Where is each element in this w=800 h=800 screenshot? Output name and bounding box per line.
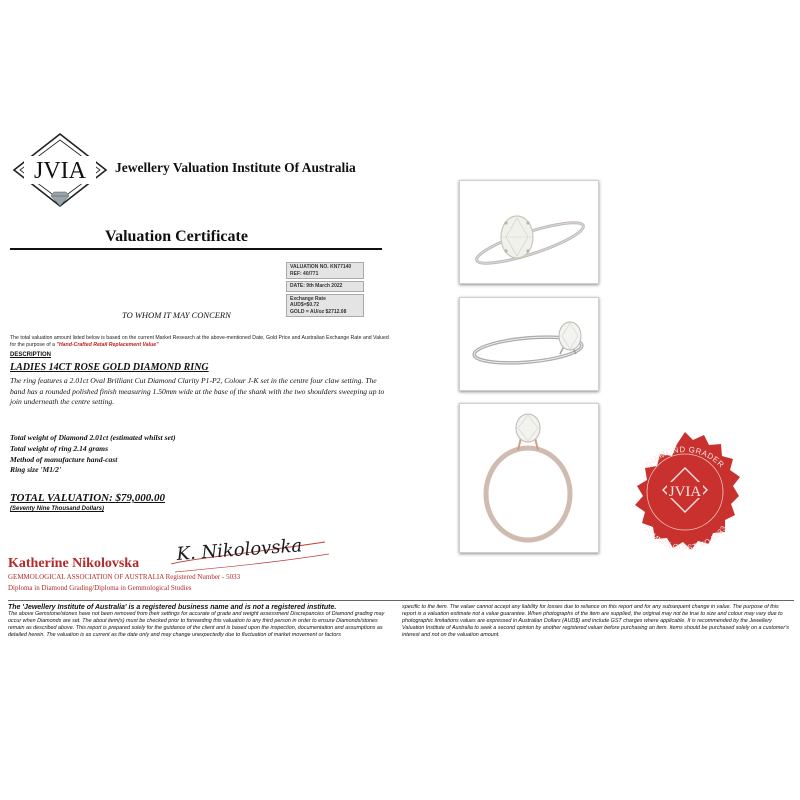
aud-rate: AUD$=$0.72 xyxy=(290,302,320,308)
total-valuation-words: (Seventy Nine Thousand Dollars) xyxy=(10,506,105,512)
logo-text: JVIA xyxy=(34,158,86,184)
signature-text: K. Nikolovska xyxy=(175,535,303,565)
description-body: The ring features a 2.01ct Oval Brilliant Cut Diamond Clarity P1-P2, Colour J-K set in the centre four claw setting. The band has a rounded polished finish measuring 1.50mm wide at the base of the shank with the two shoulders sweeping up to join underneath the centre setting. xyxy=(10,376,385,406)
title-divider xyxy=(10,248,382,250)
seal-top-text: DIAMOND GRADER xyxy=(643,444,727,470)
ring-photo-side xyxy=(459,297,599,391)
ring-title: LADIES 14CT ROSE GOLD DIAMOND RING xyxy=(10,362,209,373)
exchange-rate-label: Exchange Rate xyxy=(290,295,326,302)
footer-divider xyxy=(8,600,794,601)
institute-name: Jewellery Valuation Institute Of Australia xyxy=(115,160,356,175)
valuation-number: VALUATION NO. KN77140 xyxy=(290,264,352,270)
description-heading: DESCRIPTION xyxy=(10,352,52,358)
ring-side-view xyxy=(460,298,598,390)
jvia-logo xyxy=(10,132,110,212)
gold-rate: GOLD = AU/oz $2712.08 xyxy=(290,308,347,315)
footer-left-text: The above Gemstone/stones have not been removed from their settings for accurate of grade and weight assessment Discrepancies of Diamond grading may occur when Diamonds are set. The about item(s) must be checked prior to forwarding this valuation to any third person in order to ensure Diamonds/stones remain as described above. This report is prepared solely for the guidance of the client and is based upon the inspection, documentation and assumptions as detailed herein. The valuation is as current as the date only and may change unexpectedly due to fluctuation of market movement or factors xyxy=(8,611,385,638)
footer-disclaimer-right: specific to the item. The valuer cannot accept any liability for losses due to reliance on this report and for any subsequent change in value. The purpose of this report is a valuation estimate not a value guarantee. When photographs of the item are supplied, the original may not be true to size and colour may vary due to photographic limitations values are expressed in Australian Dollars (AUD$) and include GST charges where applicable. It is recommended by the Jewellery Valuation Institute of Australia to seek a second opinion by another registered valuer before purchasing an item. Items should be purchased solely on a customer's interest and not on the valuation amount. xyxy=(402,604,789,638)
intro-paragraph xyxy=(10,335,390,348)
seal-center-text: JVIA xyxy=(668,484,702,500)
spec-ring-weight: Total weight of ring 2.14 grams xyxy=(10,443,109,453)
diamond-icon xyxy=(51,192,69,206)
seal-bottom-text: GEMMOLOGIST NO 5033 xyxy=(641,523,729,553)
ring-front-view xyxy=(460,404,598,552)
intro-text: The total valuation amount listed below is based on the current Market Research at the above-mentioned Date, Gold Price and Australian Exchange Rate and Valued for the purpose of a xyxy=(10,335,389,348)
certificate-title: Valuation Certificate xyxy=(105,228,248,245)
reference-number: REF: 40/771 xyxy=(290,270,319,277)
spec-diamond-weight: Total weight of Diamond 2.01ct (estimated whilst set) xyxy=(10,433,176,442)
signatory-diploma: Diploma in Diamond Grading/Diploma in Gemmological Studies xyxy=(8,584,192,592)
valuation-date: DATE: 9th March 2022 xyxy=(286,281,364,292)
valuation-meta xyxy=(286,262,364,279)
exchange-rate-box xyxy=(286,294,364,318)
spec-manufacture: Method of manufacture hand-cast xyxy=(10,454,118,464)
signatory-name: Katherine Nikolovska xyxy=(8,556,140,571)
greeting: TO WHOM IT MAY CONCERN xyxy=(122,310,231,320)
total-valuation: TOTAL VALUATION: $79,000.00 xyxy=(10,492,166,504)
ring-specs xyxy=(10,433,390,476)
ring-photo-top xyxy=(459,180,599,284)
footer-lead: The 'Jewellery Institute of Australia' is a registered business name and is not a registered institute. xyxy=(8,604,337,611)
diamond-grader-seal xyxy=(615,430,755,570)
valuation-purpose: "Hand-Crafted Retail Replacement Value" xyxy=(56,341,159,348)
ring-photo-front xyxy=(459,403,599,553)
signatory-association: GEMMOLOGICAL ASSOCIATION OF AUSTRALIA Registered Number - 5033 xyxy=(8,573,241,581)
ring-top-view xyxy=(460,181,598,283)
spec-ring-size: Ring size 'M1/2' xyxy=(10,465,62,475)
valuation-details-box xyxy=(286,262,364,326)
footer-disclaimer-left xyxy=(8,604,393,639)
